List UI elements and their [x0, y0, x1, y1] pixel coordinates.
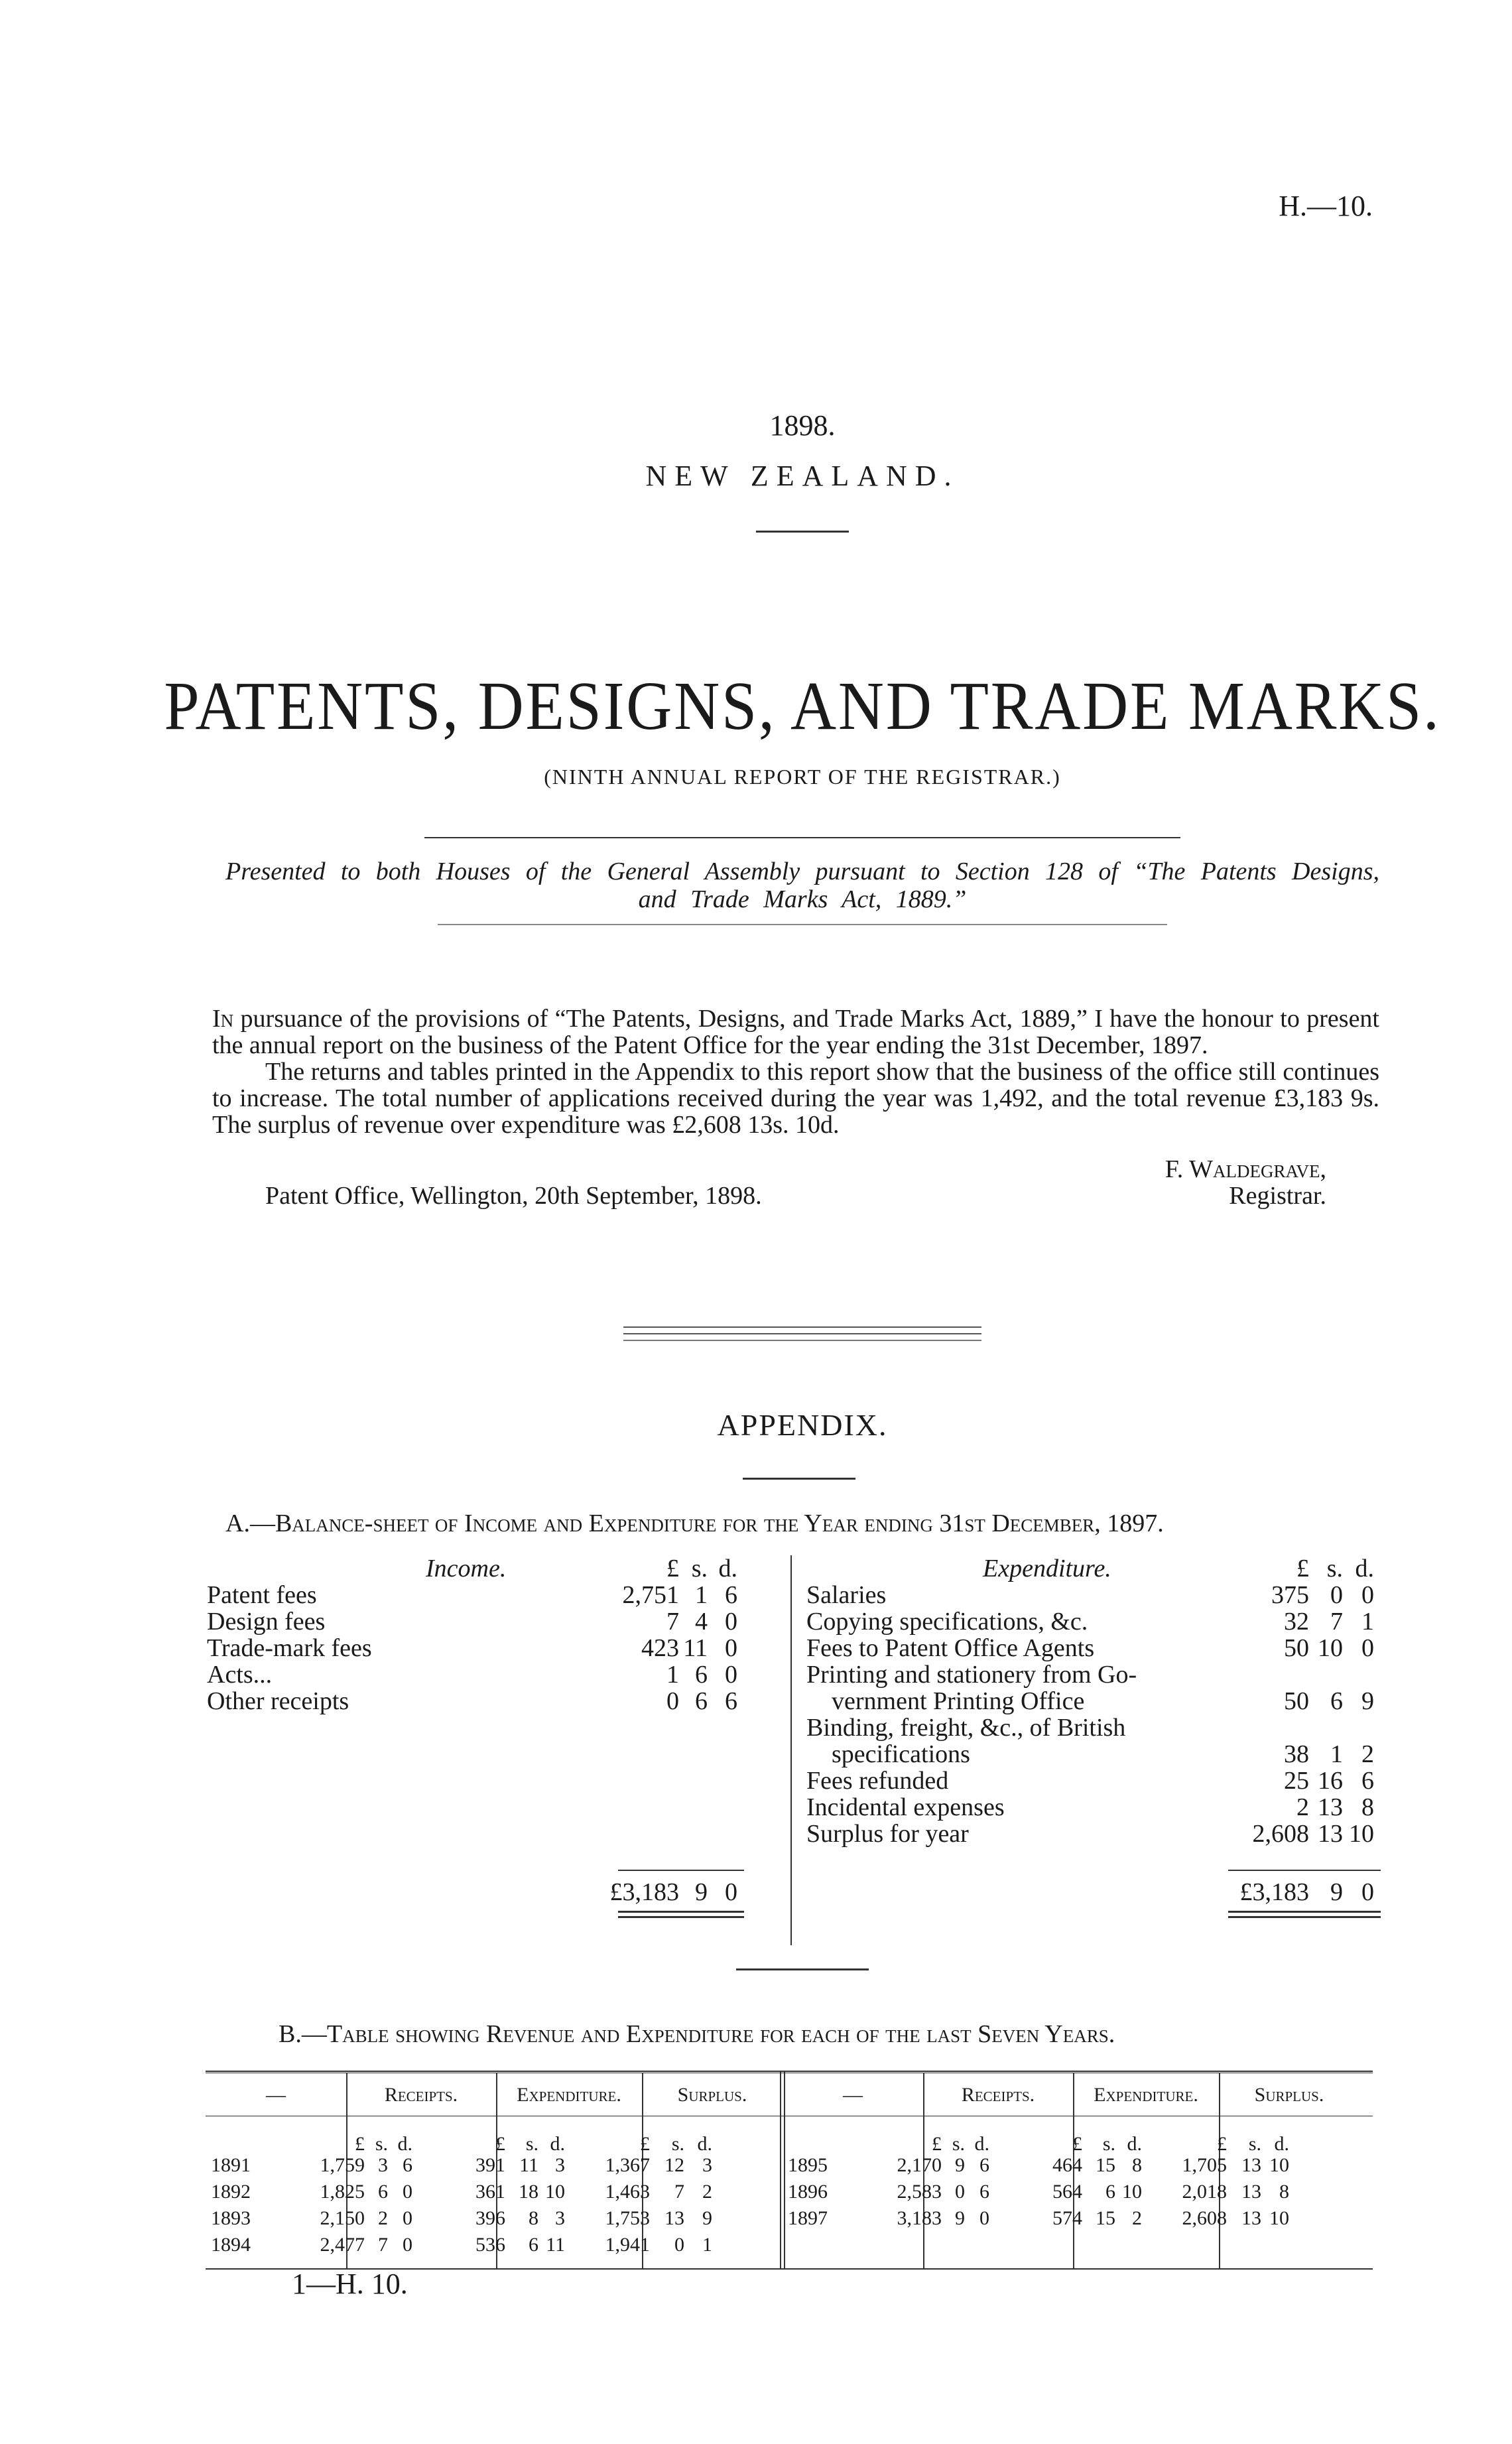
receipts-cell: 2,477 [320, 2234, 365, 2256]
expenditure-cell: 8 [529, 2207, 538, 2229]
currency-header: £ [640, 2133, 650, 2155]
expenditure-pence: 6 [1361, 1767, 1374, 1795]
caption-prefix: B.— [279, 2020, 327, 2048]
expenditure-cell: 2 [1132, 2207, 1142, 2229]
expenditure-heading: Expenditure. [983, 1555, 1111, 1582]
presented-note: Presented to both Houses of the General Assembly pursuant to Section 128 of “The Patents Designs, and Trade Marks Act, 1889.” [225, 858, 1379, 913]
surplus-cell: 13 [664, 2207, 684, 2229]
document-title: PATENTS, DESIGNS, AND TRADE MARKS. [164, 668, 1441, 744]
currency-header: s. [1326, 1555, 1343, 1582]
surplus-cell: 10 [1269, 2207, 1289, 2229]
signer-title: Registrar. [1229, 1182, 1326, 1210]
signer-name: F. Waldegrave, [1165, 1155, 1326, 1183]
expenditure-row-label-cont: specifications [832, 1740, 970, 1768]
income-pence: 6 [725, 1687, 737, 1715]
expenditure-pounds: 2 [1296, 1793, 1309, 1821]
income-shillings: 11 [683, 1634, 708, 1662]
expenditure-cell: 574 [1052, 2207, 1082, 2229]
column-header: Receipts. [384, 2084, 458, 2106]
expenditure-pounds: 50 [1284, 1687, 1309, 1715]
surplus-cell: 2 [702, 2181, 712, 2203]
currency-header: d. [718, 1555, 737, 1582]
currency-header: d. [697, 2133, 712, 2155]
year-cell: 1891 [211, 2154, 251, 2176]
receipts-cell: 1,825 [320, 2181, 365, 2203]
expenditure-pounds: 32 [1284, 1608, 1309, 1636]
expenditure-pence: 2 [1361, 1740, 1374, 1768]
expenditure-row-label: Incidental expenses [806, 1793, 1005, 1821]
currency-header: d. [397, 2133, 412, 2155]
surplus-cell: 1,463 [605, 2181, 650, 2203]
caption-text: Balance-sheet of Income and Expenditure for the Year ending 31st December, 1897. [275, 1510, 1164, 1537]
expenditure-row-label-cont: vernment Printing Office [832, 1687, 1085, 1715]
expenditure-pounds: 25 [1284, 1767, 1309, 1795]
column-divider [790, 1555, 792, 1945]
receipts-cell: 3 [378, 2154, 388, 2176]
currency-header: d. [1274, 2133, 1289, 2155]
receipts-cell: 0 [955, 2181, 965, 2203]
income-row-label: Patent fees [207, 1581, 317, 1609]
total-rule [1228, 1870, 1381, 1871]
currency-header: £ [495, 2133, 505, 2155]
income-pence: 0 [725, 1608, 737, 1636]
page-reference: H.—10. [1279, 190, 1373, 222]
expenditure-row-label: Copying specifications, &c. [806, 1608, 1088, 1636]
receipts-cell: 2,170 [897, 2154, 942, 2176]
surplus-cell: 7 [674, 2181, 684, 2203]
income-pounds: 423 [641, 1634, 679, 1662]
receipts-cell: 0 [979, 2207, 989, 2229]
receipts-cell: 2 [378, 2207, 388, 2229]
column-header: Surplus. [1254, 2084, 1324, 2106]
expenditure-pence: 1 [1361, 1608, 1374, 1636]
surplus-cell: 10 [1269, 2154, 1289, 2176]
column-header: — [266, 2084, 286, 2106]
expenditure-total-shillings: 9 [1330, 1878, 1343, 1906]
income-shillings: 4 [695, 1608, 708, 1636]
expenditure-cell: 6 [529, 2234, 538, 2256]
column-header: — [843, 2084, 863, 2106]
currency-header: s. [671, 2133, 684, 2155]
receipts-cell: 0 [403, 2181, 412, 2203]
currency-header: d. [1127, 2133, 1142, 2155]
year-cell: 1892 [211, 2181, 251, 2203]
divider [623, 1326, 981, 1328]
double-rule [1228, 1911, 1381, 1913]
surplus-cell: 2,608 [1182, 2207, 1227, 2229]
table-a-caption [225, 1509, 1164, 1538]
divider [756, 531, 849, 533]
currency-header: s. [1102, 2133, 1115, 2155]
expenditure-cell: 6 [1105, 2181, 1115, 2203]
divider [623, 1340, 981, 1341]
expenditure-cell: 10 [1122, 2181, 1142, 2203]
expenditure-cell: 391 [475, 2154, 505, 2176]
report-year: 1898. [769, 409, 836, 442]
expenditure-pence: 9 [1361, 1687, 1374, 1715]
column-header: Surplus. [677, 2084, 747, 2106]
surplus-cell: 1,705 [1182, 2154, 1227, 2176]
income-pounds: 2,751 [622, 1581, 679, 1609]
currency-header: s. [691, 1555, 708, 1582]
table-rule [206, 2071, 1373, 2072]
appendix-heading: APPENDIX. [717, 1408, 888, 1442]
column-header: Expenditure. [517, 2084, 621, 2106]
income-heading: Income. [426, 1555, 507, 1582]
income-pence: 0 [725, 1634, 737, 1662]
income-pence: 0 [725, 1661, 737, 1689]
expenditure-row-label: Salaries [806, 1581, 887, 1609]
expenditure-cell: 464 [1052, 2154, 1082, 2176]
surplus-cell: 9 [702, 2207, 712, 2229]
surplus-cell: 3 [702, 2154, 712, 2176]
currency-header: s. [525, 2133, 538, 2155]
currency-header: £ [1296, 1555, 1309, 1582]
expenditure-row-label: Binding, freight, &c., of British [806, 1714, 1126, 1742]
expenditure-pence: 0 [1361, 1634, 1374, 1662]
income-pounds: 0 [666, 1687, 679, 1715]
currency-header: d. [974, 2133, 989, 2155]
expenditure-pounds: 38 [1284, 1740, 1309, 1768]
income-row-label: Design fees [207, 1608, 326, 1636]
expenditure-pence: 8 [1361, 1793, 1374, 1821]
document-subtitle: (NINTH ANNUAL REPORT OF THE REGISTRAR.) [544, 765, 1061, 789]
expenditure-shillings: 0 [1330, 1581, 1343, 1609]
income-total-pounds: £3,183 [609, 1878, 679, 1906]
surplus-cell: 1,367 [605, 2154, 650, 2176]
currency-header: £ [666, 1555, 679, 1582]
column-header: Receipts. [961, 2084, 1035, 2106]
surplus-cell: 1,753 [605, 2207, 650, 2229]
expenditure-cell: 396 [475, 2207, 505, 2229]
double-rule [618, 1916, 744, 1918]
expenditure-cell: 15 [1096, 2207, 1115, 2229]
expenditure-shillings: 6 [1330, 1687, 1343, 1715]
report-paragraph-1 [212, 1005, 1379, 1059]
country-heading: NEW ZEALAND. [645, 460, 960, 492]
place-and-date: Patent Office, Wellington, 20th September, 1898. [265, 1182, 762, 1210]
surplus-cell: 13 [1241, 2181, 1261, 2203]
receipts-cell: 0 [403, 2234, 412, 2256]
caption-text: Table showing Revenue and Expenditure for each of the last Seven Years. [326, 2020, 1115, 2048]
currency-header: £ [1217, 2133, 1227, 2155]
year-cell: 1893 [211, 2207, 251, 2229]
expenditure-row-label: Fees refunded [806, 1767, 949, 1795]
receipts-cell: 6 [403, 2154, 412, 2176]
receipts-cell: 3,183 [897, 2207, 942, 2229]
expenditure-cell: 8 [1132, 2154, 1142, 2176]
receipts-cell: 6 [378, 2181, 388, 2203]
column-divider [780, 2071, 781, 2270]
expenditure-cell: 11 [546, 2234, 565, 2256]
caption-prefix: A.— [225, 1510, 275, 1537]
expenditure-pounds: 2,608 [1252, 1820, 1309, 1848]
surplus-cell: 1 [702, 2234, 712, 2256]
surplus-cell: 1,941 [605, 2234, 650, 2256]
column-header: Expenditure. [1094, 2084, 1198, 2106]
expenditure-cell: 564 [1052, 2181, 1082, 2203]
expenditure-pounds: 50 [1284, 1634, 1309, 1662]
income-row-label: Other receipts [207, 1687, 349, 1715]
footer-reference: 1—H. 10. [292, 2268, 408, 2300]
year-cell: 1897 [788, 2207, 828, 2229]
receipts-cell: 2,583 [897, 2181, 942, 2203]
lead-word: In [212, 1005, 234, 1033]
balance-sheet-table [207, 1555, 1381, 1933]
double-rule [1228, 1916, 1381, 1918]
expenditure-shillings: 16 [1318, 1767, 1343, 1795]
expenditure-shillings: 7 [1330, 1608, 1343, 1636]
expenditure-total-pounds: £3,183 [1239, 1878, 1309, 1906]
income-pounds: 1 [666, 1661, 679, 1689]
total-rule [618, 1870, 744, 1871]
expenditure-cell: 3 [555, 2154, 565, 2176]
expenditure-pounds: 375 [1271, 1581, 1309, 1609]
income-row-label: Trade-mark fees [207, 1634, 372, 1662]
income-pounds: 7 [666, 1608, 679, 1636]
paragraph-text: pursuance of the provisions of “The Patents, Designs, and Trade Marks Act, 1889,” I have the honour to present the annual report on the business of the Patent Office for the year ending the 31st December, 1897. [212, 1005, 1379, 1059]
surplus-cell: 12 [664, 2154, 684, 2176]
income-total-shillings: 9 [695, 1878, 708, 1906]
receipts-cell: 9 [955, 2154, 965, 2176]
currency-header: d. [550, 2133, 565, 2155]
divider [438, 924, 1167, 925]
receipts-cell: 0 [403, 2207, 412, 2229]
expenditure-cell: 10 [545, 2181, 565, 2203]
currency-header: s. [952, 2133, 965, 2155]
expenditure-shillings: 13 [1318, 1820, 1343, 1848]
expenditure-pence: 10 [1349, 1820, 1374, 1848]
expenditure-cell: 11 [519, 2154, 538, 2176]
expenditure-shillings: 1 [1330, 1740, 1343, 1768]
table-b-caption [279, 2020, 1115, 2049]
report-paragraph-2: The returns and tables printed in the Appendix to this report show that the business of the office still continues to increase. The total number of applications received during the year was 1,492, and the total revenue £3,183 9s. The surplus of revenue over expenditure was £2,608 13s. 10d. [212, 1058, 1379, 1139]
divider [623, 1333, 981, 1334]
income-shillings: 6 [695, 1687, 708, 1715]
expenditure-cell: 3 [555, 2207, 565, 2229]
column-divider [784, 2071, 785, 2270]
expenditure-cell: 361 [475, 2181, 505, 2203]
year-cell: 1894 [211, 2234, 251, 2256]
surplus-cell: 13 [1241, 2207, 1261, 2229]
currency-header: £ [355, 2133, 365, 2155]
divider [743, 1478, 855, 1480]
expenditure-cell: 15 [1096, 2154, 1115, 2176]
expenditure-shillings: 10 [1318, 1634, 1343, 1662]
receipts-cell: 6 [979, 2181, 989, 2203]
receipts-cell: 6 [979, 2154, 989, 2176]
surplus-cell: 2,018 [1182, 2181, 1227, 2203]
income-shillings: 1 [695, 1581, 708, 1609]
expenditure-row-label: Printing and stationery from Go- [806, 1661, 1137, 1689]
expenditure-cell: 536 [475, 2234, 505, 2256]
receipts-cell: 2,150 [320, 2207, 365, 2229]
report-body [212, 1005, 1379, 1138]
currency-header: £ [1072, 2133, 1082, 2155]
currency-header: d. [1355, 1555, 1374, 1582]
currency-header: s. [1248, 2133, 1261, 2155]
expenditure-row-label: Fees to Patent Office Agents [806, 1634, 1095, 1662]
expenditure-total-pence: 0 [1361, 1878, 1374, 1906]
receipts-cell: 7 [378, 2234, 388, 2256]
surplus-cell: 8 [1279, 2181, 1289, 2203]
expenditure-pence: 0 [1361, 1581, 1374, 1609]
year-cell: 1896 [788, 2181, 828, 2203]
year-cell: 1895 [788, 2154, 828, 2176]
income-shillings: 6 [695, 1661, 708, 1689]
income-row-label: Acts... [207, 1661, 273, 1689]
surplus-cell: 0 [674, 2234, 684, 2256]
income-pence: 6 [725, 1581, 737, 1609]
seven-years-table [206, 2071, 1373, 2270]
double-rule [618, 1911, 744, 1913]
income-total-pence: 0 [725, 1878, 737, 1906]
surplus-cell: 13 [1241, 2154, 1261, 2176]
receipts-cell: 9 [955, 2207, 965, 2229]
expenditure-shillings: 13 [1318, 1793, 1343, 1821]
expenditure-row-label: Surplus for year [806, 1820, 969, 1848]
receipts-cell: 1,759 [320, 2154, 365, 2176]
currency-header: s. [375, 2133, 388, 2155]
divider [736, 1968, 869, 1970]
divider [424, 837, 1180, 838]
currency-header: £ [932, 2133, 942, 2155]
expenditure-cell: 18 [519, 2181, 538, 2203]
